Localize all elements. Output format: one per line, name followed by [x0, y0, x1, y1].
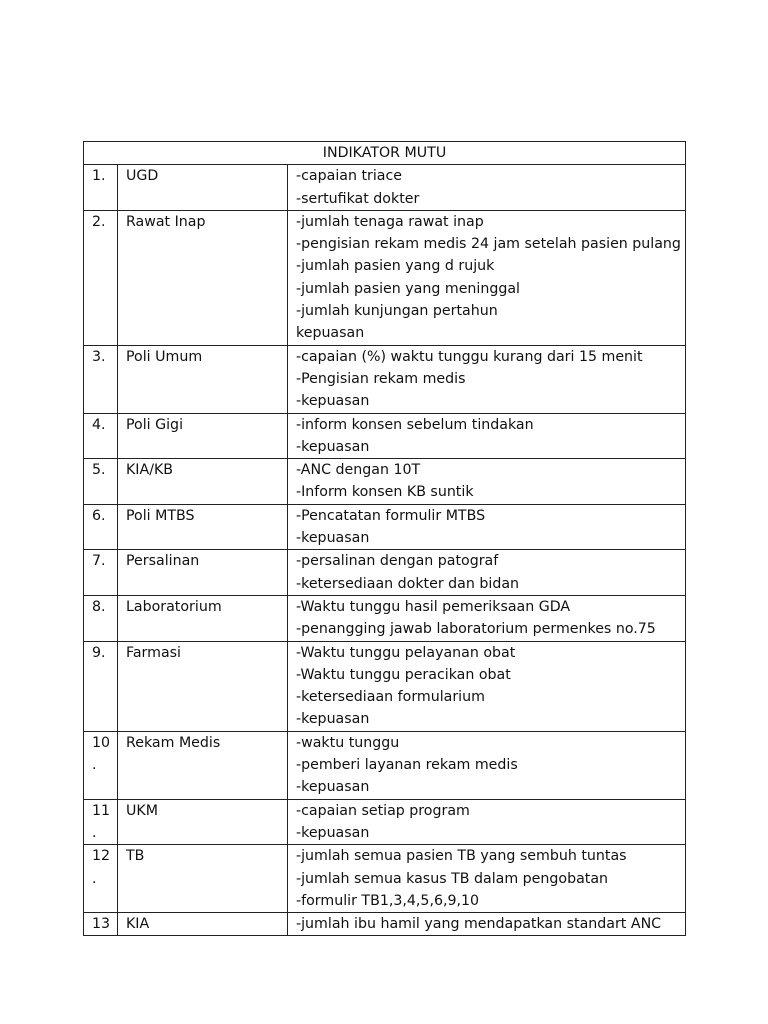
- table-row: [84, 731, 686, 799]
- indicator-list: [288, 550, 686, 596]
- indicator-list: [288, 595, 686, 641]
- indicator-list: [288, 165, 686, 211]
- row-number: 4.: [84, 413, 118, 459]
- indicator-list: [288, 799, 686, 845]
- indicator-list: [288, 913, 686, 936]
- indicator-item: -ketersediaan formularium: [296, 689, 485, 706]
- unit-name: Poli Gigi: [118, 413, 288, 459]
- indicator-item: -Inform konsen KB suntik: [296, 484, 474, 501]
- indicator-item: -ketersediaan dokter dan bidan: [296, 575, 520, 592]
- indicator-item: -kepuasan: [296, 779, 370, 796]
- indicator-item: -formulir TB1,3,4,5,6,9,10: [296, 892, 480, 909]
- indicator-item: -jumlah kunjungan pertahun: [296, 303, 498, 320]
- table-row: [84, 595, 686, 641]
- indicator-item: -Waktu tunggu peracikan obat: [296, 666, 511, 683]
- row-number: 8.: [84, 595, 118, 641]
- table-row: [84, 413, 686, 459]
- unit-name: Persalinan: [118, 550, 288, 596]
- table-title: INDIKATOR MUTU: [84, 142, 686, 165]
- row-number: 11 .: [84, 799, 118, 845]
- indicator-item: -pemberi layanan rekam medis: [296, 757, 518, 774]
- indicator-list: [288, 413, 686, 459]
- indicator-item: -persalinan dengan patograf: [296, 553, 499, 570]
- indicator-list: [288, 459, 686, 505]
- unit-name: Poli Umum: [118, 345, 288, 413]
- row-number: 12 .: [84, 845, 118, 913]
- indicator-item: -jumlah pasien yang meninggal: [296, 280, 520, 297]
- indicator-list: [288, 345, 686, 413]
- indicator-item: -kepuasan: [296, 438, 370, 455]
- table-row: [84, 799, 686, 845]
- indicator-item: -sertufikat dokter: [296, 190, 420, 207]
- unit-name: UKM: [118, 799, 288, 845]
- row-number: 10 .: [84, 731, 118, 799]
- unit-name: KIA/KB: [118, 459, 288, 505]
- unit-name: Rekam Medis: [118, 731, 288, 799]
- unit-name: Rawat Inap: [118, 210, 288, 345]
- unit-name: UGD: [118, 165, 288, 211]
- indicator-item: -capaian setiap program: [296, 802, 470, 819]
- indicator-list: [288, 504, 686, 550]
- table-row: [84, 210, 686, 345]
- indicator-item: -jumlah semua kasus TB dalam pengobatan: [296, 870, 609, 887]
- indicator-item: -Waktu tunggu pelayanan obat: [296, 644, 516, 661]
- table-row: [84, 165, 686, 211]
- row-number: 6.: [84, 504, 118, 550]
- indicator-item: -jumlah tenaga rawat inap: [296, 213, 484, 230]
- indicator-item: -waktu tunggu: [296, 734, 400, 751]
- row-number: 13: [84, 913, 118, 936]
- indicator-list: [288, 641, 686, 731]
- indicator-item: -jumlah ibu hamil yang mendapatkan standart ANC: [296, 916, 662, 933]
- table-row: [84, 345, 686, 413]
- row-number: 9.: [84, 641, 118, 731]
- indicator-item: -jumlah semua pasien TB yang sembuh tuntas: [296, 848, 627, 865]
- indicator-item: -ANC dengan 10T: [296, 462, 421, 479]
- indicator-item: -pengisian rekam medis 24 jam setelah pasien pulang: [296, 236, 681, 253]
- indicator-item: -kepuasan: [296, 530, 370, 547]
- indicator-item: -kepuasan: [296, 711, 370, 728]
- indicator-item: -Waktu tunggu hasil pemeriksaan GDA: [296, 598, 571, 615]
- indicator-list: [288, 845, 686, 913]
- row-number: 5.: [84, 459, 118, 505]
- table-row: [84, 550, 686, 596]
- indicator-item: -jumlah pasien yang d rujuk: [296, 258, 495, 275]
- row-number: 1.: [84, 165, 118, 211]
- unit-name: Laboratorium: [118, 595, 288, 641]
- unit-name: Poli MTBS: [118, 504, 288, 550]
- indicator-item: -inform konsen sebelum tindakan: [296, 416, 534, 433]
- unit-name: Farmasi: [118, 641, 288, 731]
- indicator-item: -kepuasan: [296, 393, 370, 410]
- table-row: [84, 641, 686, 731]
- indicator-item: -capaian (%) waktu tunggu kurang dari 15 menit: [296, 348, 643, 365]
- row-number: 7.: [84, 550, 118, 596]
- table-row: [84, 845, 686, 913]
- indicator-item: -kepuasan: [296, 824, 370, 841]
- unit-name: KIA: [118, 913, 288, 936]
- indicator-item: -penangging jawab laboratorium permenkes no.75: [296, 621, 656, 638]
- table-row: [84, 504, 686, 550]
- unit-name: TB: [118, 845, 288, 913]
- table-row: [84, 459, 686, 505]
- indicator-list: [288, 731, 686, 799]
- row-number: 3.: [84, 345, 118, 413]
- row-number: 2.: [84, 210, 118, 345]
- indicator-item: -Pengisian rekam medis: [296, 370, 466, 387]
- title-row: [84, 142, 686, 165]
- indicator-item: -capaian triace: [296, 168, 403, 185]
- indicator-item: -Pencatatan formulir MTBS: [296, 507, 486, 524]
- indicator-item: kepuasan: [296, 325, 365, 342]
- indicator-list: [288, 210, 686, 345]
- table-row: [84, 913, 686, 936]
- indicator-table: [83, 141, 686, 936]
